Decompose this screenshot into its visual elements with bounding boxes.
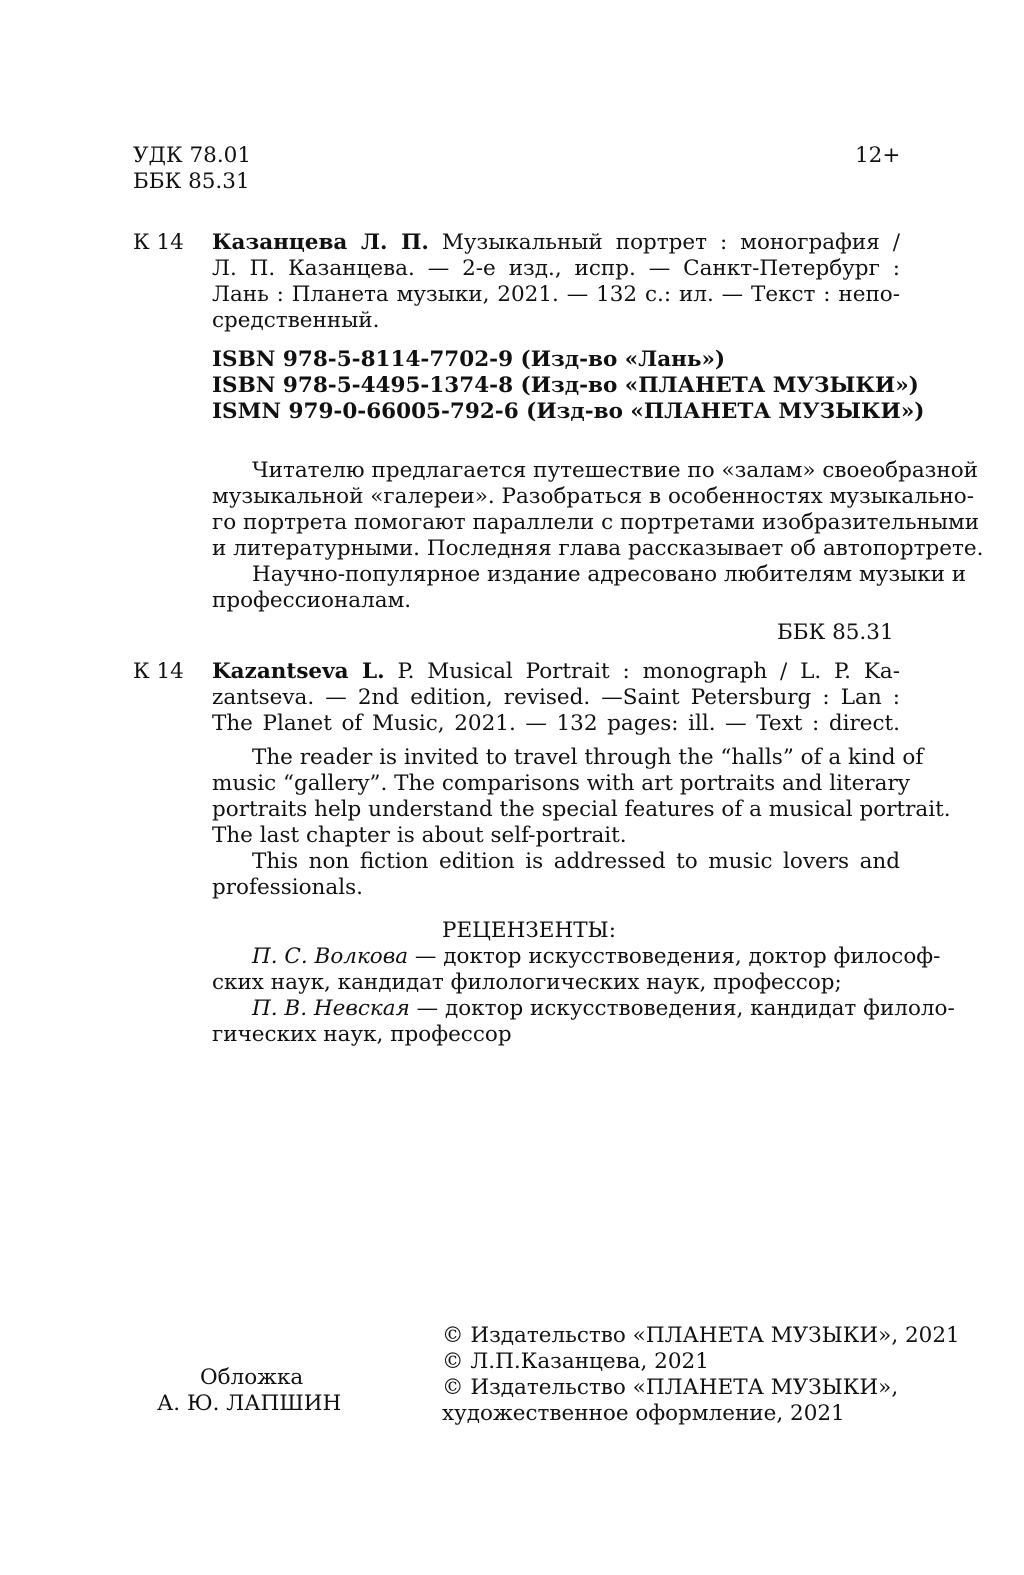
reviewer-text: — доктор искусствоведения, кандидат филоло- bbox=[409, 996, 955, 1021]
reviewer-text: — доктор искусствоведения, доктор философ- bbox=[408, 944, 941, 969]
annotation-line: The reader is invited to travel through the “halls” of a kind of bbox=[252, 745, 924, 770]
bbk-code-repeat: ББК 85.31 bbox=[777, 620, 894, 645]
copyright-line: художественное оформление, 2021 bbox=[442, 1401, 845, 1426]
annotation-ru bbox=[212, 458, 984, 614]
isbn-line: ISBN 978-5-8114-7702-9 (Изд-во «Лань») bbox=[212, 347, 726, 372]
isbn-line: ISBN 978-5-4495-1374-8 (Изд-во «ПЛАНЕТА МУЗЫКИ») bbox=[212, 373, 919, 398]
record-line: Л. П. Казанцева. — 2-е изд., испр. — Санкт-Петербург : bbox=[212, 256, 900, 281]
annotation-line: professionals. bbox=[212, 875, 363, 900]
record-line bbox=[212, 659, 900, 685]
annotation-line: Читателю предлагается путешествие по «залам» своеобразной bbox=[252, 458, 979, 483]
author-name-en: Kazantseva L. bbox=[212, 659, 385, 684]
copyright-line: © Издательство «ПЛАНЕТА МУЗЫКИ», 2021 bbox=[442, 1323, 960, 1348]
reviewer-line bbox=[212, 996, 955, 1022]
reviewer-line: гических наук, профессор bbox=[212, 1022, 512, 1047]
copyright-line: © Издательство «ПЛАНЕТА МУЗЫКИ», bbox=[442, 1375, 899, 1400]
record-line: The Planet of Music, 2021. — 132 pages: ill. — Text : direct. bbox=[212, 711, 900, 736]
cover-artist: А. Ю. ЛАПШИН bbox=[157, 1391, 342, 1416]
annotation-line: This non fiction edition is addressed to music lovers and bbox=[252, 849, 900, 874]
reviewer-line bbox=[212, 944, 941, 970]
record-line: zantseva. — 2nd edition, revised. —Saint Petersburg : Lan : bbox=[212, 685, 900, 710]
ismn-line: ISMN 979-0-66005-792-6 (Изд-во «ПЛАНЕТА МУЗЫКИ») bbox=[212, 399, 925, 424]
copyright-block bbox=[442, 1323, 960, 1427]
reviewer-line: ских наук, кандидат филологических наук, профессор; bbox=[212, 970, 842, 995]
annotation-line: The last chapter is about self-portrait. bbox=[212, 823, 627, 848]
author-index: К 14 bbox=[133, 230, 184, 255]
copyright-line: © Л.П.Казанцева, 2021 bbox=[442, 1349, 709, 1374]
bibliographic-record-en bbox=[212, 659, 900, 737]
annotation-line: Научно-популярное издание адресовано любителям музыки и bbox=[252, 562, 967, 587]
author-index-en: К 14 bbox=[133, 659, 184, 684]
udk-code: УДК 78.01 bbox=[133, 143, 252, 168]
author-name: Казанцева Л. П. bbox=[212, 230, 429, 255]
annotation-line: музыкальной «галереи». Разобраться в особенностях музыкально- bbox=[212, 484, 975, 509]
reviewer-name: П. С. Волкова bbox=[252, 944, 409, 969]
annotation-line: профессионалам. bbox=[212, 588, 412, 613]
reviewer-name: П. В. Невская bbox=[252, 996, 410, 1021]
reviewers-list bbox=[212, 944, 955, 1048]
annotation-line: music “gallery”. The comparisons with art portraits and literary bbox=[212, 771, 910, 796]
annotation-line: portraits help understand the special features of a musical portrait. bbox=[212, 797, 951, 822]
cover-label: Обложка bbox=[200, 1365, 304, 1390]
annotation-line: го портрета помогают параллели с портретами изобразительными bbox=[212, 510, 980, 535]
record-line bbox=[212, 230, 900, 256]
bbk-code: ББК 85.31 bbox=[133, 169, 250, 194]
annotation-en bbox=[212, 745, 951, 901]
record-line: Лань : Планета музыки, 2021. — 132 с.: ил. — Текст : непо- bbox=[212, 282, 900, 307]
reviewers-heading: РЕЦЕНЗЕНТЫ: bbox=[442, 918, 616, 943]
age-rating: 12+ bbox=[855, 143, 901, 168]
bibliographic-record-ru bbox=[212, 230, 900, 334]
record-text: P. Musical Portrait : monograph / L. P. Ka- bbox=[397, 659, 900, 684]
annotation-line: и литературными. Последняя глава рассказывает об автопортрете. bbox=[212, 536, 984, 561]
record-line: средственный. bbox=[212, 308, 380, 333]
isbn-block bbox=[212, 347, 925, 425]
record-text: Музыкальный портрет : монография / bbox=[441, 230, 900, 255]
